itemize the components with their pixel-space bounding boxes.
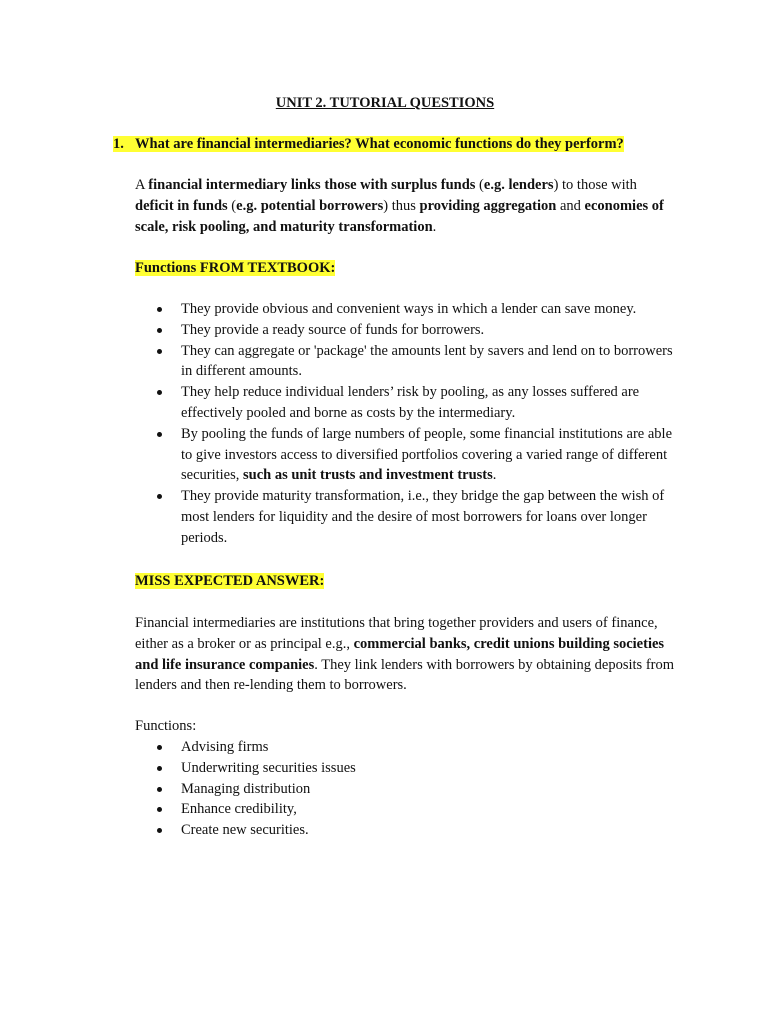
- definition-bold: providing aggregation: [419, 197, 557, 214]
- definition-text: ) thus: [383, 197, 420, 214]
- definition-bold: deficit in funds: [135, 197, 228, 214]
- document-title: UNIT 2. TUTORIAL QUESTIONS: [275, 95, 495, 111]
- definition-text: A: [135, 177, 149, 193]
- bullet-icon: [157, 432, 162, 437]
- list-item: [135, 299, 675, 320]
- functions-label: Functions:: [135, 718, 197, 734]
- list-item-bold: such as unit trusts and investment trusts: [243, 467, 493, 484]
- expected-text: . They link lenders with borrowers by obtaining deposits from lenders and then re-lending them to borrowers.: [135, 656, 675, 694]
- list-item-text: Underwriting securities issues: [181, 759, 356, 776]
- list-item-text: Create new securities.: [181, 822, 309, 839]
- definition-bold: financial intermediary links those with surplus funds: [148, 177, 476, 193]
- list-item-text: They provide a ready source of funds for borrowers.: [181, 321, 485, 338]
- list-item: [135, 758, 675, 779]
- definition-bold: e.g. lenders: [483, 177, 554, 193]
- list-item: [135, 424, 675, 486]
- expected-text: Financial intermediaries are institutions that bring together providers and users of finance, either as a broker or as principal e.g.,: [135, 615, 658, 652]
- list-item-text: .: [492, 467, 497, 484]
- definition-bold: e.g. potential borrowers: [236, 197, 384, 214]
- list-item-text: Managing distribution: [181, 780, 311, 797]
- bullet-icon: [157, 390, 162, 395]
- textbook-heading-text: Functions FROM TEXTBOOK:: [135, 260, 336, 276]
- bullet-icon: [157, 807, 162, 812]
- bullet-icon: [157, 307, 162, 312]
- bullet-icon: [157, 349, 162, 354]
- functions-list: [135, 737, 675, 841]
- list-item-text: They can aggregate or 'package' the amounts lent by savers and lend on to borrowers in different amounts.: [181, 342, 673, 380]
- list-item-text: Advising firms: [181, 739, 269, 755]
- expected-bold: commercial banks, credit unions building societies and life insurance companies: [135, 635, 665, 673]
- definition-text: ) to those with: [553, 177, 637, 193]
- list-item: [135, 341, 675, 383]
- bullet-icon: [157, 828, 162, 833]
- list-item-text: By pooling the funds of large numbers of people, some financial institutions are able to give investors access to diversified portfolios covering a varied range of different securities,: [181, 425, 673, 484]
- list-item: [135, 382, 675, 424]
- definition-text: .: [432, 218, 437, 235]
- question-text: What are financial intermediaries? What economic functions do they perform?: [135, 136, 624, 152]
- list-item: [135, 486, 675, 548]
- definition-paragraph: [135, 175, 675, 237]
- question-number: 1.: [113, 136, 124, 152]
- list-item: [135, 320, 675, 341]
- definition-bold: economies of scale, risk pooling, and maturity transformation: [135, 197, 664, 235]
- textbook-heading: [135, 258, 335, 279]
- bullet-icon: [157, 328, 162, 333]
- textbook-functions-list: [135, 299, 675, 549]
- list-item-text: They help reduce individual lenders’ risk by pooling, as any losses suffered are effectively pooled and borne as costs by the intermediary.: [181, 384, 640, 421]
- expected-heading-text: MISS EXPECTED ANSWER:: [135, 573, 325, 589]
- question-1: [113, 134, 624, 155]
- expected-paragraph: [135, 613, 675, 696]
- list-item-text: Enhance credibility,: [181, 801, 297, 818]
- bullet-icon: [157, 766, 162, 771]
- list-item-text: They provide maturity transformation, i.e., they bridge the gap between the wish of most lenders for liquidity and the desire of most borrowers for loans over longer periods.: [181, 488, 665, 546]
- definition-text: (: [227, 197, 237, 214]
- definition-text: and: [556, 197, 585, 214]
- question-highlight: [113, 136, 624, 152]
- list-item: [135, 737, 675, 758]
- list-item: [135, 779, 675, 800]
- list-item-text: They provide obvious and convenient ways in which a lender can save money.: [181, 301, 637, 317]
- bullet-icon: [157, 787, 162, 792]
- list-item: [135, 799, 675, 820]
- definition-text: (: [475, 177, 484, 193]
- expected-heading: [135, 571, 324, 592]
- bullet-icon: [157, 494, 162, 499]
- bullet-icon: [157, 745, 162, 750]
- list-item: [135, 820, 675, 841]
